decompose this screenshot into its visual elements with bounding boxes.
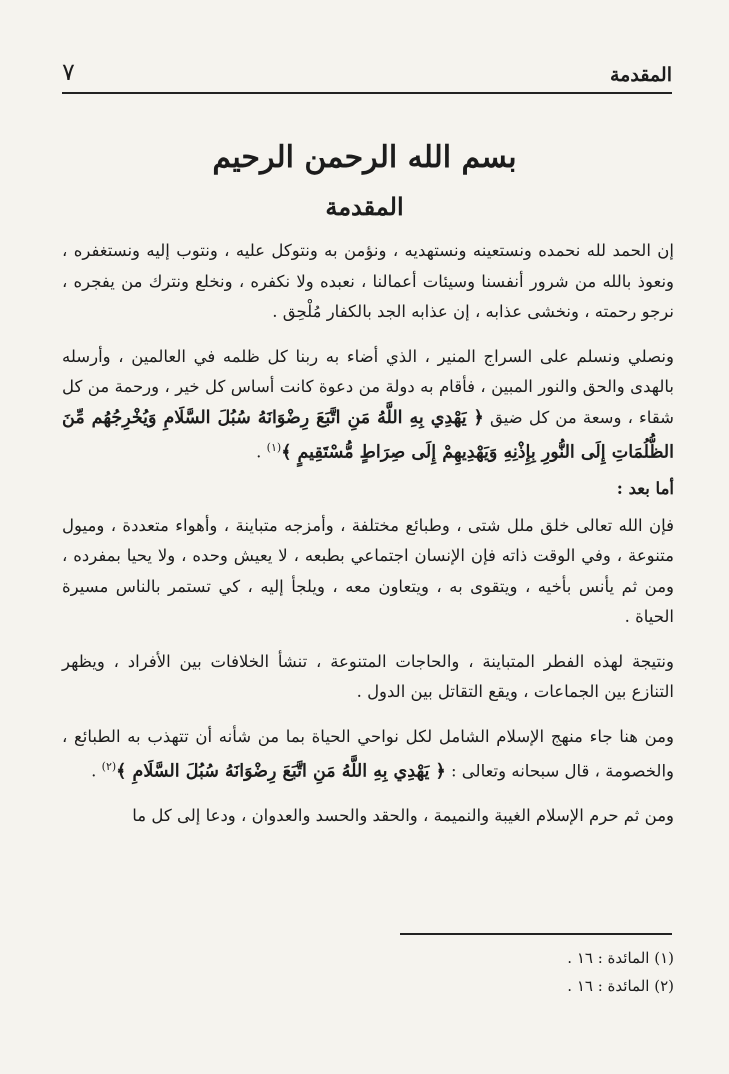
page-number: ٧ bbox=[62, 58, 75, 86]
header-divider bbox=[62, 92, 672, 94]
quran-verse: ﴿ يَهْدِي بِهِ اللَّهُ مَنِ اتَّبَعَ رِضْوَانَهُ سُبُلَ السَّلَامِ ﴾ bbox=[116, 761, 446, 782]
paragraph-text: إن الحمد لله نحمده ونستعينه ونستهديه ، ونؤمن به ونتوكل عليه ، ونتوب إليه ونستغفره ، ونعوذ بالله من شرور أنفسنا وسيئات أعمالنا ، نعبده ولا نكفره ، ونخلع ونترك من يفجره ، نرجو رحمته ، ونخشى عذابه ، إن عذابه الجد بالكفار مُلْحِق . bbox=[62, 241, 674, 321]
paragraph-text: ونتيجة لهذه الفطر المتباينة ، والحاجات المتنوعة ، تنشأ الخلافات بين الأفراد ، ويظهر التنازع بين الجماعات ، ويقع التقاتل بين الدول . bbox=[62, 651, 674, 701]
section-title: المقدمة bbox=[325, 192, 404, 221]
footnotes bbox=[62, 944, 674, 1000]
paragraph-text: ونصلي ونسلم على السراج المنير ، الذي أضاء به ربنا كل ظلمه في العالمين ، وأرسله بالهدى والحق والنور المبين ، فأقام به دولة من دعوة كانت أساس كل خير ، ورحمة من كل شقاء ، وسعة من كل ضيق bbox=[62, 346, 674, 427]
paragraph-end: . bbox=[91, 761, 102, 781]
footnote-2: (٢) المائدة : ١٦ . bbox=[567, 977, 674, 995]
footnote-divider bbox=[400, 933, 672, 935]
page-header bbox=[62, 50, 672, 86]
paragraph-subhead bbox=[62, 474, 674, 505]
paragraph-text: ومن هنا جاء منهج الإسلام الشامل لكل نواحي الحياة بما من شأنه أن تتهذب به الطبائع ، والخصومة ، قال سبحانه وتعالى : bbox=[62, 726, 674, 781]
paragraph-text: فإن الله تعالى خلق ملل شتى ، وطبائع مختلفة ، وأمزجه متباينة ، وأهواء متعددة ، وميول متنوعة ، وفي الوقت ذاته فإن الإنسان اجتماعي بطبعه ، لا يعيش وحده ، ولا يحيا بمفرده ، ومن ثم يأنس بأخيه ، ويتقوى به ، ويتعاون معه ، ويلجأ إليه ، كي تستمر بالناس مسيرة الحياة . bbox=[62, 515, 674, 626]
footnote-ref-2: (٢) bbox=[101, 760, 117, 773]
paragraph-text: ومن ثم حرم الإسلام الغيبة والنميمة ، والحقد والحسد والعدوان ، ودعا إلى كل ما bbox=[132, 806, 674, 825]
paragraph-6 bbox=[62, 801, 674, 832]
paragraph-5 bbox=[62, 722, 674, 788]
main-text bbox=[62, 236, 674, 832]
paragraph-1 bbox=[62, 236, 674, 328]
paragraph-4 bbox=[62, 647, 674, 708]
paragraph-end: . bbox=[256, 442, 267, 462]
footnote-1: (١) المائدة : ١٦ . bbox=[567, 949, 674, 967]
running-title: المقدمة bbox=[609, 64, 672, 86]
quran-verse: ﴿ يَهْدِي بِهِ اللَّهُ مَنِ اتَّبَعَ رِضْوَانَهُ سُبُلَ السَّلَامِ وَيُخْرِجُهُم مِّنَ الظُّلُمَاتِ إِلَى النُّورِ بِإِذْنِهِ وَيَهْدِيهِمْ إِلَى صِرَاطٍ مُّسْتَقِيمٍ ﴾ bbox=[62, 407, 674, 463]
paragraph-3 bbox=[62, 511, 674, 633]
footnote-ref-1: (١) bbox=[266, 441, 282, 454]
subheading: أما بعد : bbox=[616, 479, 674, 498]
paragraph-2 bbox=[62, 342, 674, 469]
basmala-heading: بسم الله الرحمن الرحيم bbox=[212, 140, 517, 175]
